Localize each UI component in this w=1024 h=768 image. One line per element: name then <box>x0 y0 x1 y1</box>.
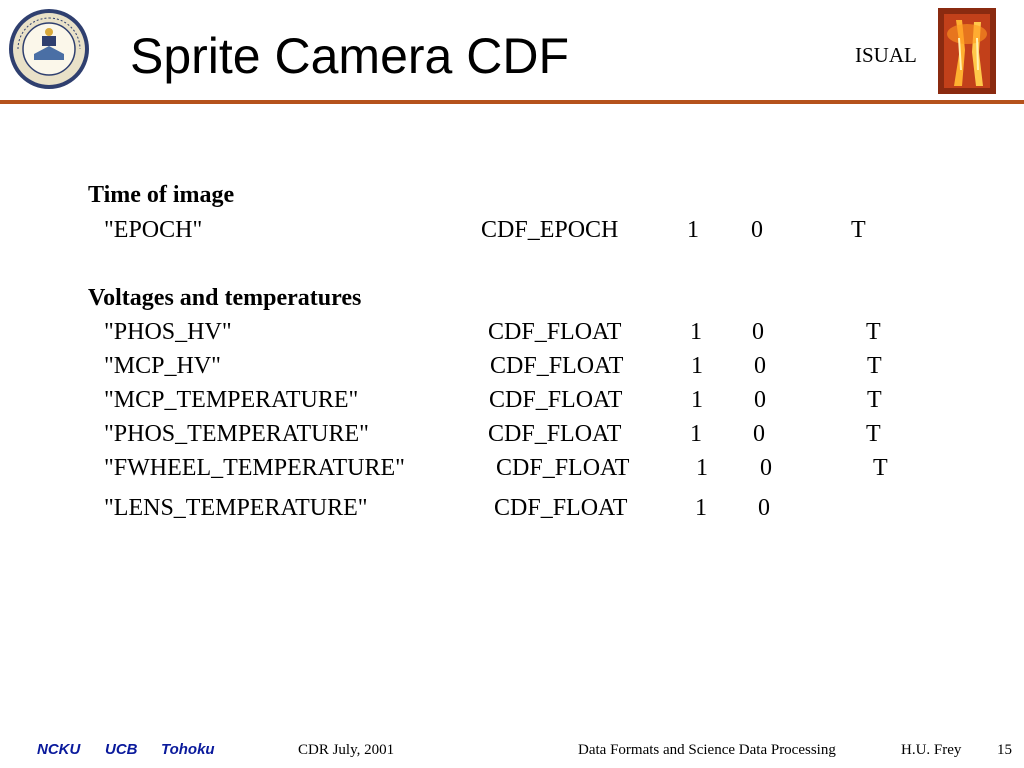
isual-tag: ISUAL <box>855 43 917 67</box>
table-row <box>0 216 1024 246</box>
variable-n2: 0 <box>751 217 763 243</box>
variable-flag: T <box>867 387 882 413</box>
slide-title: Sprite Camera CDF <box>130 28 569 84</box>
variable-n2: 0 <box>760 455 772 481</box>
variable-name: "MCP_HV" <box>104 353 221 379</box>
footer-event: CDR July, 2001 <box>298 742 395 758</box>
variable-type: CDF_EPOCH <box>481 217 619 243</box>
variable-name: "FWHEEL_TEMPERATURE" <box>104 455 405 481</box>
variable-name: "MCP_TEMPERATURE" <box>104 387 359 413</box>
variable-name: "LENS_TEMPERATURE" <box>104 495 368 521</box>
section-heading-voltages: Voltages and temperatures <box>88 285 362 311</box>
variable-type: CDF_FLOAT <box>488 319 622 345</box>
variable-flag: T <box>866 319 881 345</box>
variable-n2: 0 <box>754 353 766 379</box>
variable-n2: 0 <box>758 495 770 521</box>
variable-name: "PHOS_HV" <box>104 319 232 345</box>
table-row <box>0 494 1024 524</box>
variable-name: "PHOS_TEMPERATURE" <box>104 421 369 447</box>
variable-n1: 1 <box>687 217 699 243</box>
table-row <box>0 352 1024 382</box>
variable-type: CDF_FLOAT <box>490 353 624 379</box>
footer-topic: Data Formats and Science Data Processing <box>578 742 836 758</box>
variable-flag: T <box>866 421 881 447</box>
variable-n1: 1 <box>691 387 703 413</box>
variable-n1: 1 <box>691 353 703 379</box>
footer-brand-tohoku: Tohoku <box>161 741 215 758</box>
variable-type: CDF_FLOAT <box>496 455 630 481</box>
variable-type: CDF_FLOAT <box>494 495 628 521</box>
table-row <box>0 454 1024 484</box>
variable-n1: 1 <box>690 421 702 447</box>
footer-author: H.U. Frey <box>901 742 962 758</box>
variable-flag: T <box>873 455 888 481</box>
header-divider <box>0 100 1024 104</box>
variable-name: "EPOCH" <box>104 217 203 243</box>
variable-n1: 1 <box>696 455 708 481</box>
variable-n1: 1 <box>690 319 702 345</box>
variable-n1: 1 <box>695 495 707 521</box>
variable-type: CDF_FLOAT <box>489 387 623 413</box>
table-row <box>0 420 1024 450</box>
variable-type: CDF_FLOAT <box>488 421 622 447</box>
table-row <box>0 386 1024 416</box>
variable-n2: 0 <box>754 387 766 413</box>
section-heading-time: Time of image <box>88 182 235 208</box>
table-row <box>0 318 1024 348</box>
variable-flag: T <box>851 217 866 243</box>
uc-seal-icon <box>8 8 90 90</box>
variable-n2: 0 <box>753 421 765 447</box>
sprite-photo-icon <box>938 8 996 94</box>
page-number: 15 <box>997 742 1012 758</box>
footer-brand-ncku: NCKU <box>37 741 81 758</box>
variable-n2: 0 <box>752 319 764 345</box>
footer-brand-ucb: UCB <box>105 741 138 758</box>
variable-flag: T <box>867 353 882 379</box>
